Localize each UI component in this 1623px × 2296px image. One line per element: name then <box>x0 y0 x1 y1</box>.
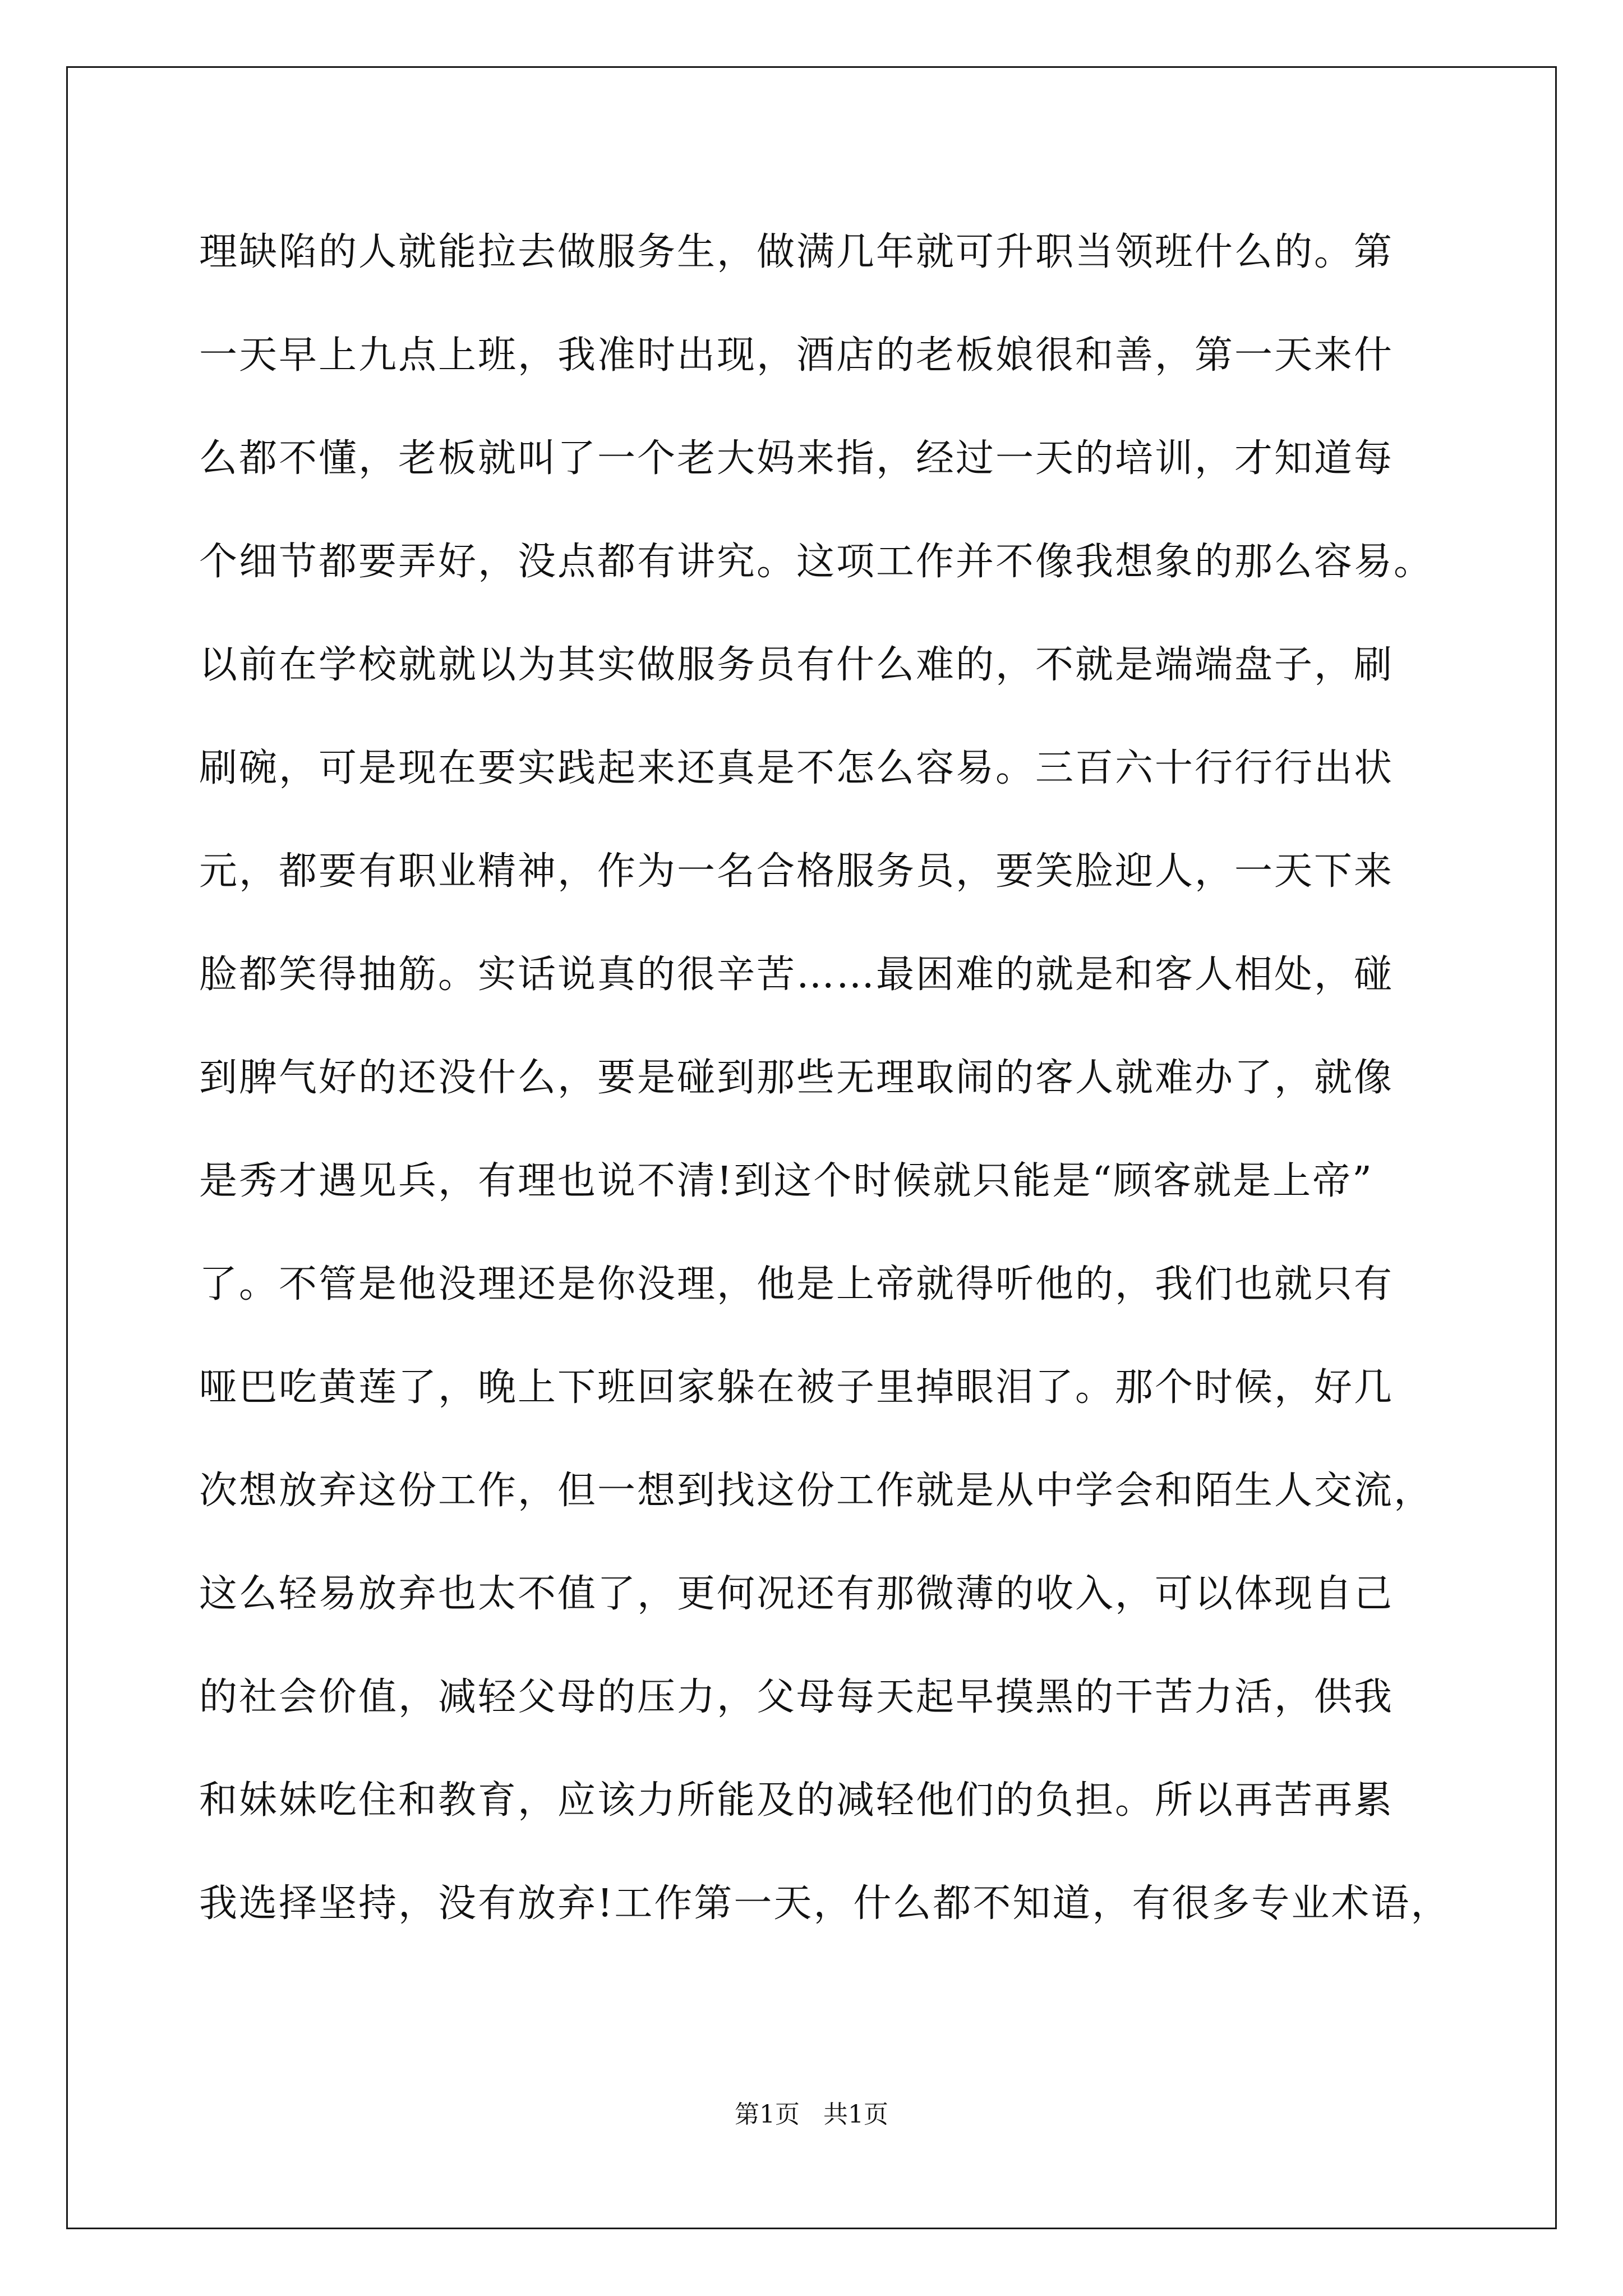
text-line: 的社会价值，减轻父母的压力，父母每天起早摸黑的干苦力活，供我 <box>199 1675 1394 1719</box>
text-line: 脸都笑得抽筋。实话说真的很辛苦……最困难的就是和客人相处，碰 <box>199 953 1394 997</box>
text-line: 和妹妹吃住和教育，应该力所能及的减轻他们的负担。所以再苦再累 <box>199 1778 1394 1823</box>
text-line: 以前在学校就就以为其实做服务员有什么难的，不就是端端盘子，刷 <box>199 643 1394 687</box>
text-line: 一天早上九点上班，我准时出现，酒店的老板娘很和善，第一天来什 <box>199 333 1394 378</box>
page-number-footer: 第1页 共1页 <box>735 2100 888 2129</box>
text-line: 次想放弃这份工作，但一想到找这份工作就是从中学会和陌生人交流， <box>199 1469 1434 1513</box>
text-line: 了。不管是他没理还是你没理，他是上帝就得听他的，我们也就只有 <box>199 1262 1394 1306</box>
text-line: 是秀才遇见兵，有理也说不清!到这个时候就只能是“顾客就是上帝” <box>199 1159 1373 1203</box>
text-line: 刷碗，可是现在要实践起来还真是不怎么容易。三百六十行行行出状 <box>199 746 1394 790</box>
text-line: 这么轻易放弃也太不值了，更何况还有那微薄的收入，可以体现自己 <box>199 1572 1394 1616</box>
document-body <box>199 219 1451 1973</box>
text-line: 我选择坚持，没有放弃!工作第一天，什么都不知道，有很多专业术语， <box>199 1881 1451 1926</box>
text-line: 么都不懂，老板就叫了一个老大妈来指，经过一天的培训，才知道每 <box>199 436 1394 481</box>
text-line: 元，都要有职业精神，作为一名合格服务员，要笑脸迎人，一天下来 <box>199 849 1394 894</box>
text-line: 到脾气好的还没什么，要是碰到那些无理取闹的客人就难办了，就像 <box>199 1056 1394 1100</box>
text-line: 哑巴吃黄莲了，晚上下班回家躲在被子里掉眼泪了。那个时候，好几 <box>199 1365 1394 1410</box>
text-line: 理缺陷的人就能拉去做服务生，做满几年就可升职当领班什么的。第 <box>199 230 1394 274</box>
text-line: 个细节都要弄好，没点都有讲究。这项工作并不像我想象的那么容易。 <box>199 540 1434 584</box>
